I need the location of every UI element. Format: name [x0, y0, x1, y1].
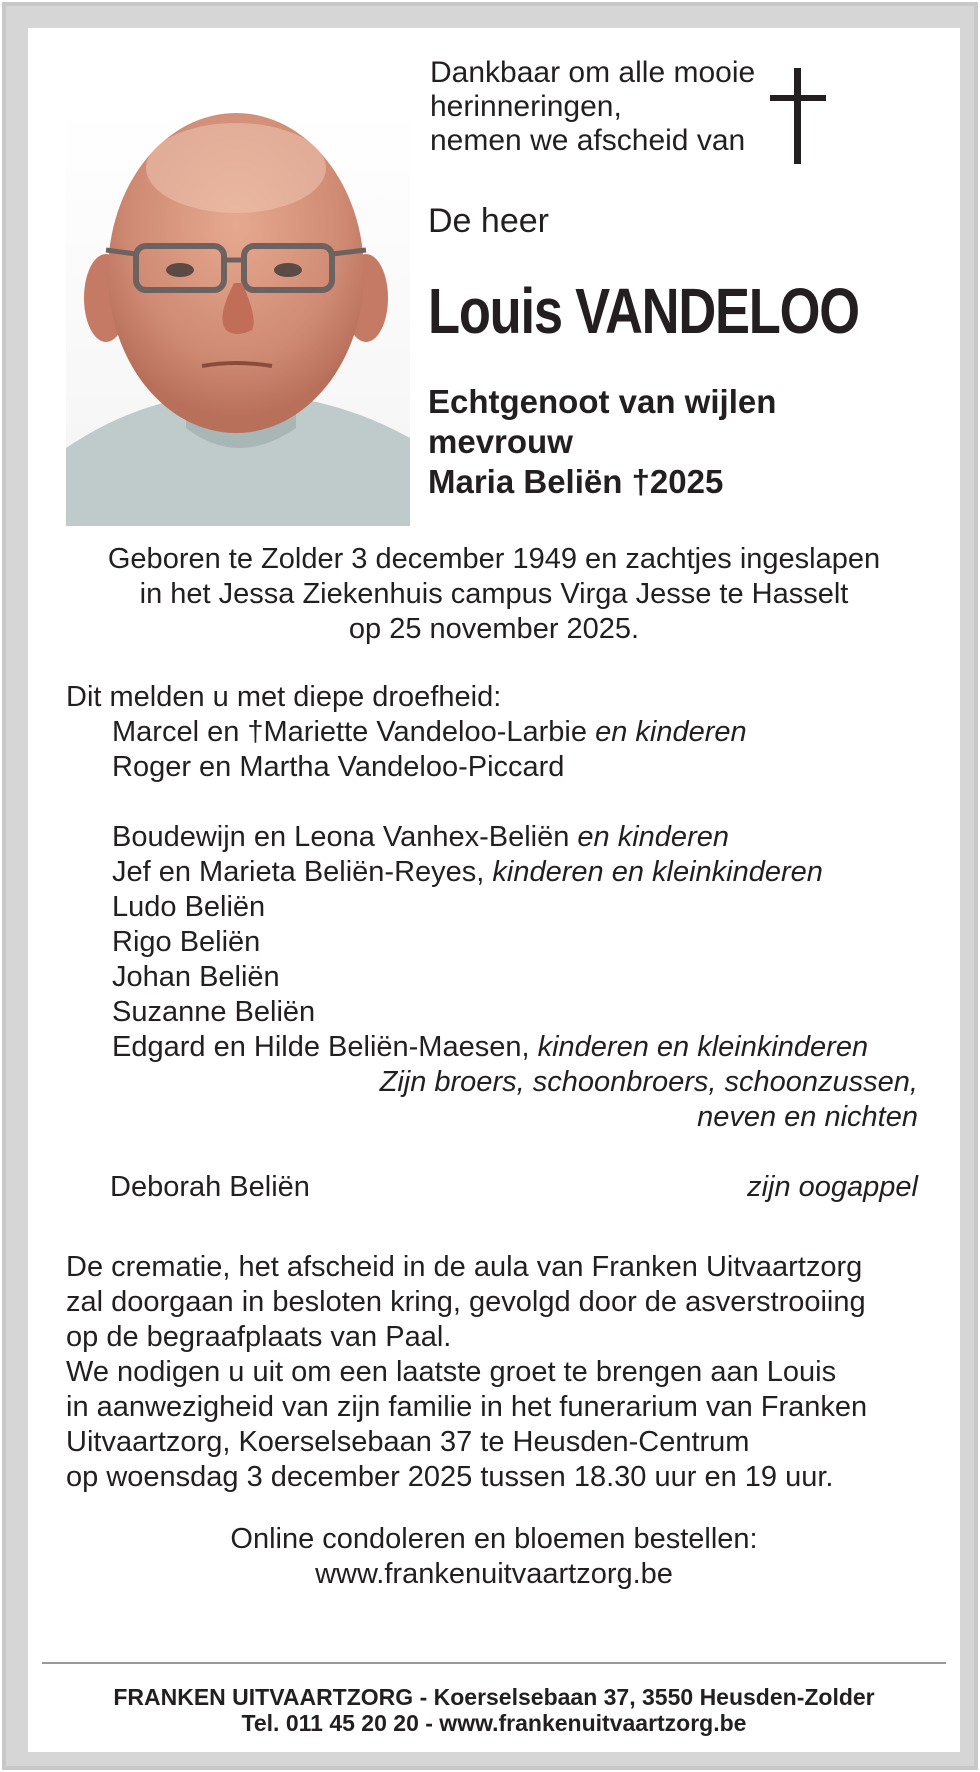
portrait-photo	[66, 108, 410, 526]
cremation-line: op de begraafplaats van Paal.	[66, 1321, 452, 1353]
visitation-line: We nodigen u uit om een laatste groet te brengen aan Louis	[66, 1356, 837, 1388]
cremation-info	[66, 1250, 866, 1355]
cremation-line: De crematie, het afscheid in de aula van Franken Uitvaartzorg	[66, 1251, 863, 1283]
born-line: in het Jessa Ziekenhuis campus Virga Jesse te Hasselt	[139, 578, 849, 610]
latin-cross-icon	[770, 68, 826, 168]
visitation-info	[66, 1355, 867, 1495]
footer	[28, 1684, 960, 1736]
spouse-line: mevrouw	[428, 423, 573, 460]
intro-line: nemen we afscheid van	[430, 124, 746, 157]
notice-card	[28, 28, 960, 1752]
visitation-line: in aanwezigheid van zijn familie in het funerarium van Franken	[66, 1391, 868, 1423]
footer-divider	[42, 1662, 946, 1664]
born-line: Geboren te Zolder 3 december 1949 en zachtjes ingeslapen	[107, 543, 881, 575]
salutation: De heer	[428, 202, 549, 240]
visitation-line: op woensdag 3 december 2025 tussen 18.30 uur en 19 uur.	[66, 1461, 834, 1493]
family-line: Marcel en †Mariette Vandeloo-Larbie en kinderen	[112, 716, 747, 748]
family-line: Suzanne Beliën	[112, 996, 316, 1028]
visitation-line: Uitvaartzorg, Koerselsebaan 37 te Heusden-Centrum	[66, 1426, 750, 1458]
online-line: Online condoleren en bloemen bestellen:	[230, 1523, 758, 1555]
family-line: Johan Beliën	[112, 961, 280, 993]
notice-frame	[2, 2, 978, 1770]
spouse-info	[428, 382, 776, 502]
footer-contact: Tel. 011 45 20 20 - www.frankenuitvaartzorg.be	[241, 1710, 747, 1736]
birth-death-info	[28, 542, 960, 647]
family-line: Rigo Beliën	[112, 926, 261, 958]
family-line: Edgard en Hilde Beliën-Maesen, kinderen en kleinkinderen	[112, 1031, 869, 1063]
footer-address: FRANKEN UITVAARTZORG - Koerselsebaan 37, 3550 Heusden-Zolder	[113, 1684, 875, 1710]
cremation-line: zal doorgaan in besloten kring, gevolgd door de asverstrooiing	[66, 1286, 866, 1318]
extended-family	[28, 1065, 918, 1135]
spouse-line: Maria Beliën †2025	[428, 463, 724, 500]
family-line: Roger en Martha Vandeloo-Piccard	[112, 751, 565, 783]
deceased-name: Louis VANDELOO	[428, 275, 859, 347]
intro-text	[430, 56, 755, 158]
online-link[interactable]: www.frankenuitvaartzorg.be	[315, 1558, 673, 1590]
family-line: Ludo Beliën	[112, 891, 266, 923]
family-line: Boudewijn en Leona Vanhex-Beliën en kinderen	[112, 821, 729, 853]
announcers-intro: Dit melden u met diepe droefheid:	[66, 681, 502, 713]
grandchild-name: Deborah Beliën	[110, 1171, 310, 1203]
online-condolences	[28, 1522, 960, 1592]
extended-line: Zijn broers, schoonbroers, schoonzussen,	[379, 1066, 918, 1098]
spouse-line: Echtgenoot van wijlen	[428, 383, 777, 420]
intro-line: herinneringen,	[430, 90, 622, 123]
grandchild-relation: zijn oogappel	[747, 1171, 918, 1203]
family-line: Jef en Marieta Beliën-Reyes, kinderen en kleinkinderen	[112, 856, 823, 888]
born-line: op 25 november 2025.	[348, 613, 640, 645]
extended-line: neven en nichten	[697, 1101, 918, 1133]
intro-line: Dankbaar om alle mooie	[430, 56, 756, 89]
